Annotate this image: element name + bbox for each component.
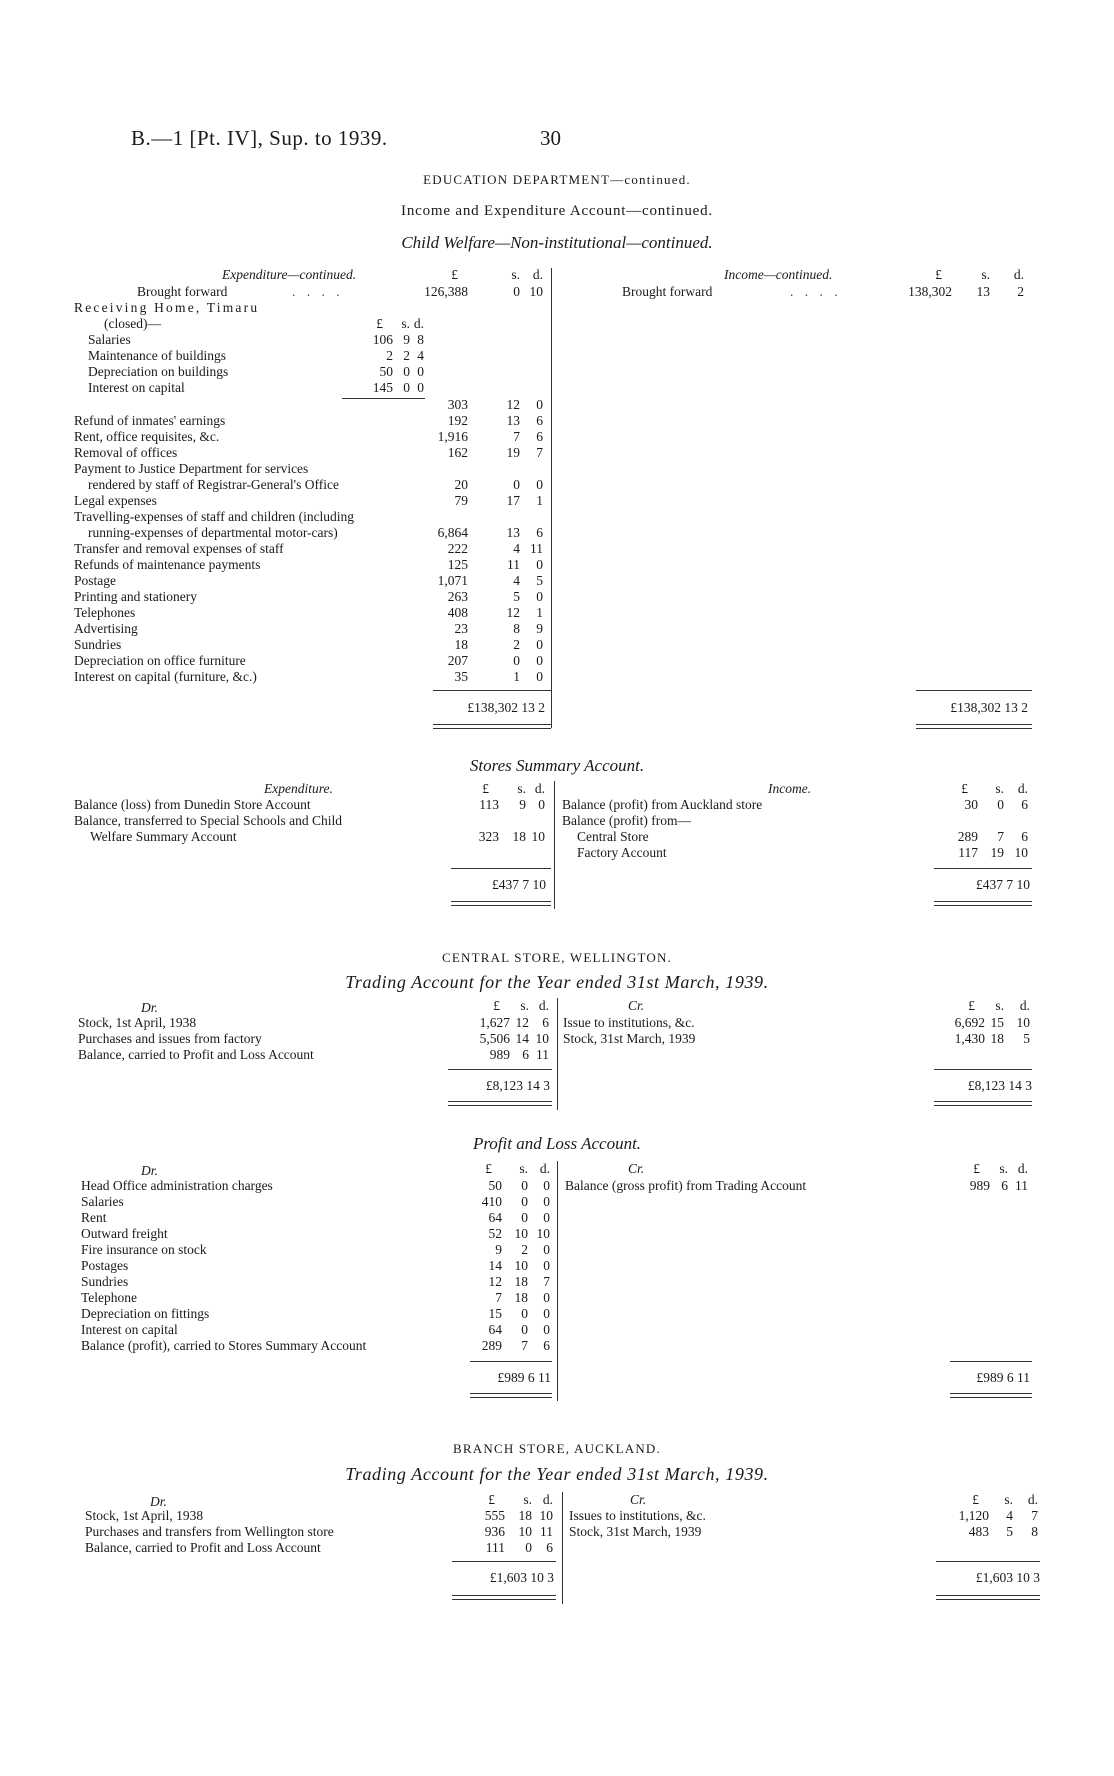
amount-pounds: 14	[488, 1258, 502, 1273]
pence-header: d.	[413, 316, 424, 331]
amount-shillings: 18	[514, 1290, 528, 1305]
amount-pounds: 1,120	[958, 1508, 989, 1523]
column-divider	[554, 781, 555, 909]
amount-shillings: 10	[514, 1258, 528, 1273]
amount-pounds: 15	[488, 1306, 502, 1321]
line-item-label: Maintenance of buildings	[88, 348, 226, 363]
line-item-label: Balance, carried to Profit and Loss Account	[85, 1540, 321, 1555]
line-item-label: Removal of offices	[74, 445, 178, 460]
amount-pence: 0	[536, 477, 543, 492]
line-item-label: Balance, carried to Profit and Loss Account	[78, 1047, 314, 1062]
total-rule	[916, 690, 1032, 691]
credit-heading: Cr.	[628, 998, 645, 1013]
total-rule	[934, 868, 1032, 869]
pence-header: d.	[539, 1161, 550, 1176]
amount-shillings: 0	[521, 1306, 528, 1321]
line-item-label: Outward freight	[81, 1226, 168, 1241]
debit-total: £8,123 14 3	[485, 1078, 550, 1093]
amount-shillings: 19	[990, 845, 1004, 860]
income-total: £138,302 13 2	[950, 700, 1028, 715]
amount-pounds: 50	[379, 364, 393, 379]
line-item-label: Refund of inmates' earnings	[74, 413, 226, 428]
amount-pence: 0	[536, 669, 543, 684]
column-divider	[557, 1161, 558, 1401]
pound-header: £	[488, 1492, 495, 1507]
debit-total: £989 6 11	[497, 1370, 551, 1385]
pound-header: £	[482, 781, 489, 796]
amount-shillings: 6	[522, 1047, 529, 1062]
amount-pounds: 936	[484, 1524, 505, 1539]
credit-heading: Cr.	[630, 1492, 647, 1507]
income-brought-forward-label: Brought forward	[622, 284, 713, 299]
amount-pence: 6	[536, 429, 543, 444]
debit-heading: Dr.	[141, 1000, 158, 1015]
shilling-header: s.	[995, 781, 1004, 796]
line-item-label-continued: rendered by staff of Registrar-General's Office	[88, 477, 339, 492]
line-item-label: Stock, 31st March, 1939	[563, 1031, 696, 1046]
amount-pounds: 555	[484, 1508, 505, 1523]
amount-pounds: 12	[488, 1274, 502, 1289]
amount-shillings: 12	[515, 1015, 529, 1030]
amount-shillings: 0	[403, 380, 410, 395]
amount-shillings: 0	[997, 797, 1004, 812]
amount-shillings: 5	[513, 589, 520, 604]
amount-pounds: 1,071	[437, 573, 468, 588]
double-rule	[916, 724, 1032, 729]
amount-shillings: 7	[513, 429, 520, 444]
amount-pence: 9	[536, 621, 543, 636]
amount-shillings: 18	[518, 1508, 532, 1523]
amount-pence: 6	[1021, 829, 1028, 844]
amount-pounds: 989	[489, 1047, 510, 1062]
amount-pence: 10	[529, 284, 543, 299]
amount-pounds: 323	[478, 829, 499, 844]
amount-pounds: 35	[454, 669, 468, 684]
amount-pence: 8	[1031, 1524, 1038, 1539]
line-item-label: Stock, 31st March, 1939	[569, 1524, 702, 1539]
line-item-label: Purchases and transfers from Wellington store	[85, 1524, 334, 1539]
line-item-label: Rent	[81, 1210, 107, 1225]
double-rule	[934, 1101, 1032, 1106]
line-item-label: Balance (profit), carried to Stores Summary Account	[81, 1338, 367, 1353]
pence-header: d.	[538, 998, 549, 1013]
line-item-label: Legal expenses	[74, 493, 157, 508]
line-item-label: Sundries	[74, 637, 122, 652]
pound-header: £	[493, 998, 500, 1013]
double-rule	[470, 1393, 552, 1398]
amount-pounds: 9	[495, 1242, 502, 1257]
amount-pence: 1	[536, 605, 543, 620]
amount-shillings: 11	[507, 557, 520, 572]
line-item-label: Postage	[74, 573, 116, 588]
double-rule	[433, 724, 551, 729]
amount-pounds: 5,506	[479, 1031, 510, 1046]
amount-pence: 1	[536, 493, 543, 508]
pence-header: d.	[532, 267, 543, 282]
amount-pounds: 113	[479, 797, 499, 812]
amount-pence: 0	[543, 1306, 550, 1321]
credit-total: £8,123 14 3	[967, 1078, 1032, 1093]
amount-shillings: 0	[525, 1540, 532, 1555]
amount-pence: 10	[1016, 1015, 1030, 1030]
amount-pence: 0	[536, 637, 543, 652]
line-item-label: Issues to institutions, &c.	[569, 1508, 706, 1523]
amount-pence: 0	[536, 589, 543, 604]
line-item-label-continued: running-expenses of departmental motor-cars)	[88, 525, 338, 540]
amount-shillings: 13	[506, 413, 520, 428]
amount-pence: 0	[543, 1290, 550, 1305]
profit-loss-title: Profit and Loss Account.	[472, 1134, 642, 1153]
amount-shillings: 17	[506, 493, 520, 508]
total-rule	[433, 690, 551, 691]
central-store-title: Trading Account for the Year ended 31st March, 1939.	[345, 972, 769, 992]
amount-pounds: 52	[488, 1226, 502, 1241]
amount-pounds: 1,430	[954, 1031, 985, 1046]
amount-shillings: 2	[403, 348, 410, 363]
double-rule	[936, 1595, 1040, 1600]
line-item-label: Stock, 1st April, 1938	[78, 1015, 197, 1030]
expenditure-total: £138,302 13 2	[467, 700, 545, 715]
credit-heading: Cr.	[628, 1161, 645, 1176]
column-divider	[557, 998, 558, 1110]
pound-header: £	[972, 1492, 979, 1507]
central-store-heading: CENTRAL STORE, WELLINGTON.	[441, 950, 673, 965]
amount-pounds: 79	[454, 493, 468, 508]
line-item-label: Balance (profit) from—	[562, 813, 691, 828]
amount-pounds: 989	[969, 1178, 990, 1193]
line-item-label: Balance (gross profit) from Trading Account	[565, 1178, 807, 1193]
amount-shillings: 2	[521, 1242, 528, 1257]
shilling-header: s.	[999, 1161, 1008, 1176]
amount-shillings: 12	[506, 397, 520, 412]
shilling-header: s.	[1004, 1492, 1013, 1507]
amount-pounds: 23	[454, 621, 468, 636]
total-rule	[950, 1361, 1032, 1362]
amount-shillings: 0	[513, 284, 520, 299]
amount-shillings: 0	[521, 1194, 528, 1209]
line-item-label: Depreciation on buildings	[88, 364, 229, 379]
total-rule	[451, 868, 551, 869]
shilling-header: s.	[517, 781, 526, 796]
amount-pence: 0	[538, 797, 545, 812]
column-divider	[562, 1492, 563, 1604]
brought-forward-label: Brought forward	[137, 284, 228, 299]
amount-shillings: 2	[513, 637, 520, 652]
amount-pounds: 222	[447, 541, 468, 556]
line-item-label: Interest on capital	[81, 1322, 178, 1337]
shilling-header: s.	[995, 998, 1004, 1013]
amount-pounds: 30	[964, 797, 978, 812]
amount-pounds: 483	[968, 1524, 989, 1539]
line-item-label: Telephone	[81, 1290, 138, 1305]
amount-shillings: 4	[513, 573, 520, 588]
amount-shillings: 7	[997, 829, 1004, 844]
line-item-label: Balance (profit) from Auckland store	[562, 797, 763, 812]
pence-header: d.	[1017, 781, 1028, 796]
amount-pounds: 20	[454, 477, 468, 492]
pence-header: d.	[1027, 1492, 1038, 1507]
amount-pence: 0	[536, 557, 543, 572]
amount-pence: 6	[536, 413, 543, 428]
expenditure-heading: Expenditure—continued.	[222, 267, 357, 282]
amount-pence: 0	[543, 1210, 550, 1225]
line-item-label: Issue to institutions, &c.	[563, 1015, 695, 1030]
section-subtitle: Child Welfare—Non-institutional—continued.	[401, 233, 713, 252]
shilling-header: s.	[523, 1492, 532, 1507]
amount-pence: 0	[417, 364, 424, 379]
amount-shillings: 4	[513, 541, 520, 556]
shilling-header: s.	[519, 1161, 528, 1176]
line-item-label-continued: Welfare Summary Account	[90, 829, 237, 844]
double-rule	[448, 1101, 552, 1106]
debit-heading: Dr.	[150, 1494, 167, 1509]
department-heading: EDUCATION DEPARTMENT—continued.	[423, 172, 691, 187]
amount-shillings: 5	[1006, 1524, 1013, 1539]
line-item-label: Stock, 1st April, 1938	[85, 1508, 204, 1523]
amount-pounds: 125	[447, 557, 468, 572]
shilling-header: s.	[520, 998, 529, 1013]
amount-pence: 0	[543, 1178, 550, 1193]
amount-pounds: 2	[386, 348, 393, 363]
line-item-label: Advertising	[74, 621, 138, 636]
amount-pounds: 6,864	[437, 525, 468, 540]
branch-store-heading: BRANCH STORE, AUCKLAND.	[453, 1441, 661, 1456]
line-item-label: Factory Account	[577, 845, 667, 860]
amount-shillings: 1	[513, 669, 520, 684]
line-item-label: Balance (loss) from Dunedin Store Account	[74, 797, 311, 812]
amount-pence: 7	[536, 445, 543, 460]
amount-pounds: 145	[372, 380, 393, 395]
amount-shillings: 4	[1006, 1508, 1013, 1523]
amount-shillings: 9	[519, 797, 526, 812]
total-rule	[448, 1069, 552, 1070]
account-heading: Income and Expenditure Account—continued.	[401, 203, 713, 219]
amount-pence: 5	[1023, 1031, 1030, 1046]
line-item-label: Depreciation on fittings	[81, 1306, 210, 1321]
amount-shillings: 0	[403, 364, 410, 379]
amount-pounds: 50	[488, 1178, 502, 1193]
amount-pounds: 410	[481, 1194, 502, 1209]
shilling-header: s.	[511, 267, 520, 282]
line-item-label: Salaries	[88, 332, 131, 347]
amount-pence: 6	[536, 525, 543, 540]
pence-header: d.	[1019, 998, 1030, 1013]
line-item-label: Depreciation on office furniture	[74, 653, 246, 668]
amount-shillings: 18	[512, 829, 526, 844]
pound-header: £	[935, 267, 942, 282]
amount-pounds: 162	[447, 445, 468, 460]
column-divider	[551, 268, 552, 728]
amount-pounds: 117	[958, 845, 978, 860]
amount-pounds: 64	[488, 1210, 502, 1225]
amount-pounds: 138,302	[908, 284, 952, 299]
amount-pence: 10	[539, 1508, 553, 1523]
amount-pence: 2	[1017, 284, 1024, 299]
income-total: £437 7 10	[976, 877, 1030, 892]
pound-header: £	[451, 267, 458, 282]
amount-pounds: 106	[372, 332, 393, 347]
total-rule	[936, 1561, 1040, 1562]
double-rule	[452, 1595, 556, 1600]
amount-pounds: 111	[485, 1540, 505, 1555]
amount-shillings: 10	[518, 1524, 532, 1539]
leader-dots: . . . .	[292, 284, 344, 299]
pence-header: d.	[1013, 267, 1024, 282]
line-item-label: Postages	[81, 1258, 129, 1273]
amount-shillings: 6	[1001, 1178, 1008, 1193]
amount-pounds: 289	[957, 829, 978, 844]
pound-header: £	[968, 998, 975, 1013]
amount-pence: 10	[1014, 845, 1028, 860]
line-item-label: Sundries	[81, 1274, 129, 1289]
amount-pounds: 408	[447, 605, 468, 620]
amount-pounds: 64	[488, 1322, 502, 1337]
line-item-label: Interest on capital (furniture, &c.)	[74, 669, 257, 684]
total-rule	[934, 1069, 1032, 1070]
running-head: B.—1 [Pt. IV], Sup. to 1939.	[131, 126, 388, 150]
expenditure-heading: Expenditure.	[264, 781, 333, 796]
page-number: 30	[540, 126, 561, 150]
line-item-label: Interest on capital	[88, 380, 185, 395]
credit-total: £989 6 11	[976, 1370, 1030, 1385]
amount-pence: 5	[536, 573, 543, 588]
amount-pence: 8	[417, 332, 424, 347]
amount-shillings: 15	[990, 1015, 1004, 1030]
pound-header: £	[485, 1161, 492, 1176]
amount-pence: 10	[536, 1226, 550, 1241]
amount-shillings: 9	[403, 332, 410, 347]
pound-header: £	[961, 781, 968, 796]
income-heading: Income—continued.	[724, 267, 833, 282]
receiving-home-closed: (closed)—	[104, 316, 161, 331]
stores-summary-title: Stores Summary Account.	[469, 756, 645, 775]
amount-shillings: 12	[506, 605, 520, 620]
amount-pounds: 6,692	[954, 1015, 985, 1030]
line-item-label: Balance, transferred to Special Schools and Child	[74, 813, 343, 828]
amount-pence: 0	[417, 380, 424, 395]
amount-pence: 0	[543, 1322, 550, 1337]
line-item-label: Salaries	[81, 1194, 124, 1209]
amount-shillings: 14	[515, 1031, 529, 1046]
amount-pence: 4	[417, 348, 424, 363]
line-item-label: Telephones	[74, 605, 136, 620]
amount-shillings: 8	[513, 621, 520, 636]
amount-pence: 7	[1031, 1508, 1038, 1523]
line-item-label: Purchases and issues from factory	[78, 1031, 262, 1046]
total-rule	[452, 1561, 556, 1562]
amount-shillings: 18	[990, 1031, 1004, 1046]
expenditure-total: £437 7 10	[492, 877, 546, 892]
amount-pence: 7	[543, 1274, 550, 1289]
amount-pence: 0	[536, 397, 543, 412]
line-item-label: Central Store	[577, 829, 649, 844]
debit-heading: Dr.	[141, 1163, 158, 1178]
pence-header: d.	[542, 1492, 553, 1507]
amount-pence: 11	[530, 541, 543, 556]
amount-shillings: 0	[513, 477, 520, 492]
amount-pounds: 7	[495, 1290, 502, 1305]
double-rule	[451, 901, 551, 906]
amount-shillings: 18	[514, 1274, 528, 1289]
amount-pounds: 263	[447, 589, 468, 604]
line-item-label: Transfer and removal expenses of staff	[74, 541, 284, 556]
amount-pence: 6	[1021, 797, 1028, 812]
amount-shillings: 10	[514, 1226, 528, 1241]
amount-pounds: 303	[447, 397, 468, 412]
amount-pence: 11	[540, 1524, 553, 1539]
amount-shillings: 0	[513, 653, 520, 668]
line-item-label: Travelling-expenses of staff and children (including	[74, 509, 355, 524]
line-item-label: Head Office administration charges	[81, 1178, 273, 1193]
line-item-label: Fire insurance on stock	[81, 1242, 207, 1257]
pound-header: £	[376, 316, 383, 331]
shilling-header: s.	[981, 267, 990, 282]
pound-header: £	[973, 1161, 980, 1176]
amount-pounds: 126,388	[424, 284, 468, 299]
line-item-label: Printing and stationery	[74, 589, 197, 604]
pence-header: d.	[1017, 1161, 1028, 1176]
leader-dots: . . . .	[790, 284, 842, 299]
amount-pounds: 289	[481, 1338, 502, 1353]
amount-pence: 10	[531, 829, 545, 844]
amount-pence: 11	[1015, 1178, 1028, 1193]
shilling-header: s.	[401, 316, 410, 331]
line-item-label: Rent, office requisites, &c.	[74, 429, 220, 444]
receiving-home-label: Receiving Home, Timaru	[74, 300, 260, 315]
debit-total: £1,603 10 3	[489, 1570, 554, 1585]
amount-shillings: 0	[521, 1178, 528, 1193]
amount-pence: 0	[536, 653, 543, 668]
amount-pence: 0	[543, 1258, 550, 1273]
branch-store-title: Trading Account for the Year ended 31st March, 1939.	[345, 1464, 769, 1484]
amount-pounds: 1,627	[479, 1015, 510, 1030]
amount-pence: 10	[535, 1031, 549, 1046]
total-rule	[470, 1361, 552, 1362]
amount-pence: 6	[546, 1540, 553, 1555]
amount-shillings: 19	[506, 445, 520, 460]
double-rule	[950, 1393, 1032, 1398]
amount-pence: 0	[543, 1194, 550, 1209]
amount-shillings: 0	[521, 1322, 528, 1337]
amount-pence: 6	[542, 1015, 549, 1030]
amount-shillings: 13	[976, 284, 990, 299]
amount-pence: 11	[536, 1047, 549, 1062]
line-item-label: Refunds of maintenance payments	[74, 557, 261, 572]
amount-pounds: 1,916	[437, 429, 468, 444]
double-rule	[934, 901, 1032, 906]
amount-pounds: 18	[454, 637, 468, 652]
amount-shillings: 7	[521, 1338, 528, 1353]
line-item-label: Payment to Justice Department for services	[74, 461, 309, 476]
amount-pounds: 207	[447, 653, 468, 668]
amount-pence: 6	[543, 1338, 550, 1353]
credit-total: £1,603 10 3	[975, 1570, 1040, 1585]
amount-shillings: 0	[521, 1210, 528, 1225]
income-heading: Income.	[768, 781, 812, 796]
pence-header: d.	[534, 781, 545, 796]
amount-shillings: 13	[506, 525, 520, 540]
amount-pounds: 192	[447, 413, 468, 428]
amount-pence: 0	[543, 1242, 550, 1257]
